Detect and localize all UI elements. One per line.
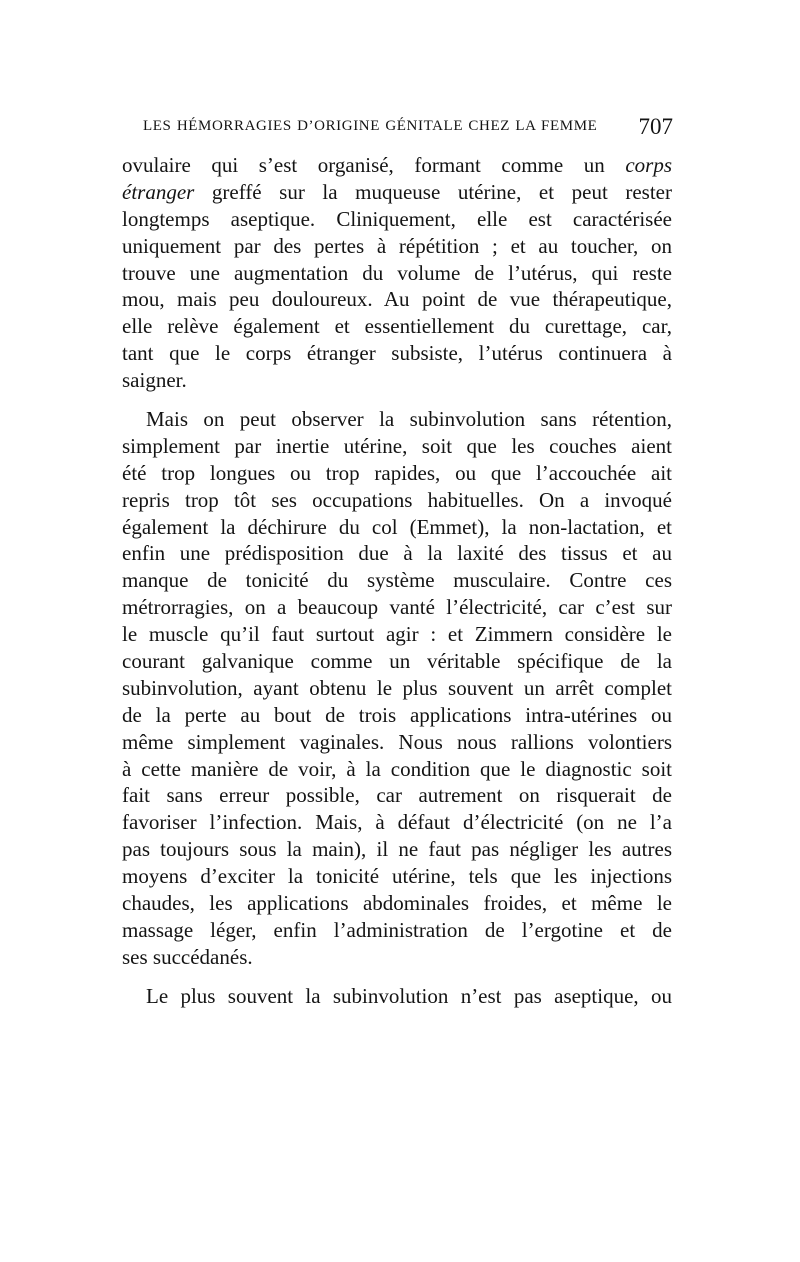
text-line: tant que le corps étranger subsiste, l’utérus continuera à	[122, 341, 672, 366]
text-line: enfin une prédisposition due à la laxité des tissus et au	[122, 541, 672, 566]
text-line: uniquement par des pertes à répétition ; et au toucher, on	[122, 233, 672, 258]
text-line: étranger greffé sur la muqueuse utérine, et peut rester	[122, 179, 672, 204]
page-number: 707	[638, 114, 673, 139]
text-line: fait sans erreur possible, car autrement on risquerait de	[122, 783, 672, 808]
text-line: Le plus souvent la subinvolution n’est pas aseptique, ou	[146, 983, 672, 1008]
text-line: manque de tonicité du système musculaire. Contre ces	[122, 568, 672, 593]
text-line: courant galvanique comme un véritable spécifique de la	[122, 649, 672, 674]
running-head	[143, 114, 673, 144]
text-line: Mais on peut observer la subinvolution sans rétention,	[146, 407, 672, 432]
text-line: ovulaire qui s’est organisé, formant comme un corps	[122, 153, 672, 177]
text-line: moyens d’exciter la tonicité utérine, tels que les injections	[122, 864, 672, 889]
text-line: pas toujours sous la main), il ne faut pas négliger les autres	[122, 837, 672, 862]
text-line: même simplement vaginales. Nous nous rallions volontiers	[122, 729, 672, 754]
text-line: saigner.	[122, 368, 187, 393]
text-line: métrorragies, on a beaucoup vanté l’électricité, car c’est sur	[122, 595, 672, 620]
text-line: été trop longues ou trop rapides, ou que l’accouchée ait	[122, 460, 672, 485]
running-title: LES HÉMORRAGIES D’ORIGINE GÉNITALE CHEZ LA FEMME	[143, 118, 598, 134]
paragraph-1	[122, 152, 672, 394]
paragraph-2	[122, 406, 672, 971]
text-line: de la perte au bout de trois applications intra-utérines ou	[122, 702, 672, 727]
text-line: trouve une augmentation du volume de l’utérus, qui reste	[122, 260, 672, 285]
text-line: simplement par inertie utérine, soit que les couches aient	[122, 433, 672, 458]
text-line: également la déchirure du col (Emmet), la non-lactation, et	[122, 514, 672, 539]
body-text	[122, 152, 672, 1010]
text-line: mou, mais peu douloureux. Au point de vue thérapeutique,	[122, 287, 672, 312]
text-line: repris trop tôt ses occupations habituelles. On a invoqué	[122, 487, 672, 512]
text-line: chaudes, les applications abdominales froides, et même le	[122, 891, 672, 916]
text-line: massage léger, enfin l’administration de l’ergotine et de	[122, 917, 672, 942]
text-line: favoriser l’infection. Mais, à défaut d’électricité (on ne l’a	[122, 810, 672, 835]
text-line: subinvolution, ayant obtenu le plus souvent un arrêt complet	[122, 675, 672, 700]
text-line: à cette manière de voir, à la condition que le diagnostic soit	[122, 756, 672, 781]
paragraph-3	[122, 983, 672, 1010]
text-line: elle relève également et essentiellement du curettage, car,	[122, 314, 672, 339]
text-line: longtemps aseptique. Cliniquement, elle est caractérisée	[122, 206, 672, 231]
text-line: ses succédanés.	[122, 944, 253, 969]
text-line: le muscle qu’il faut surtout agir : et Zimmern considère le	[122, 622, 672, 647]
